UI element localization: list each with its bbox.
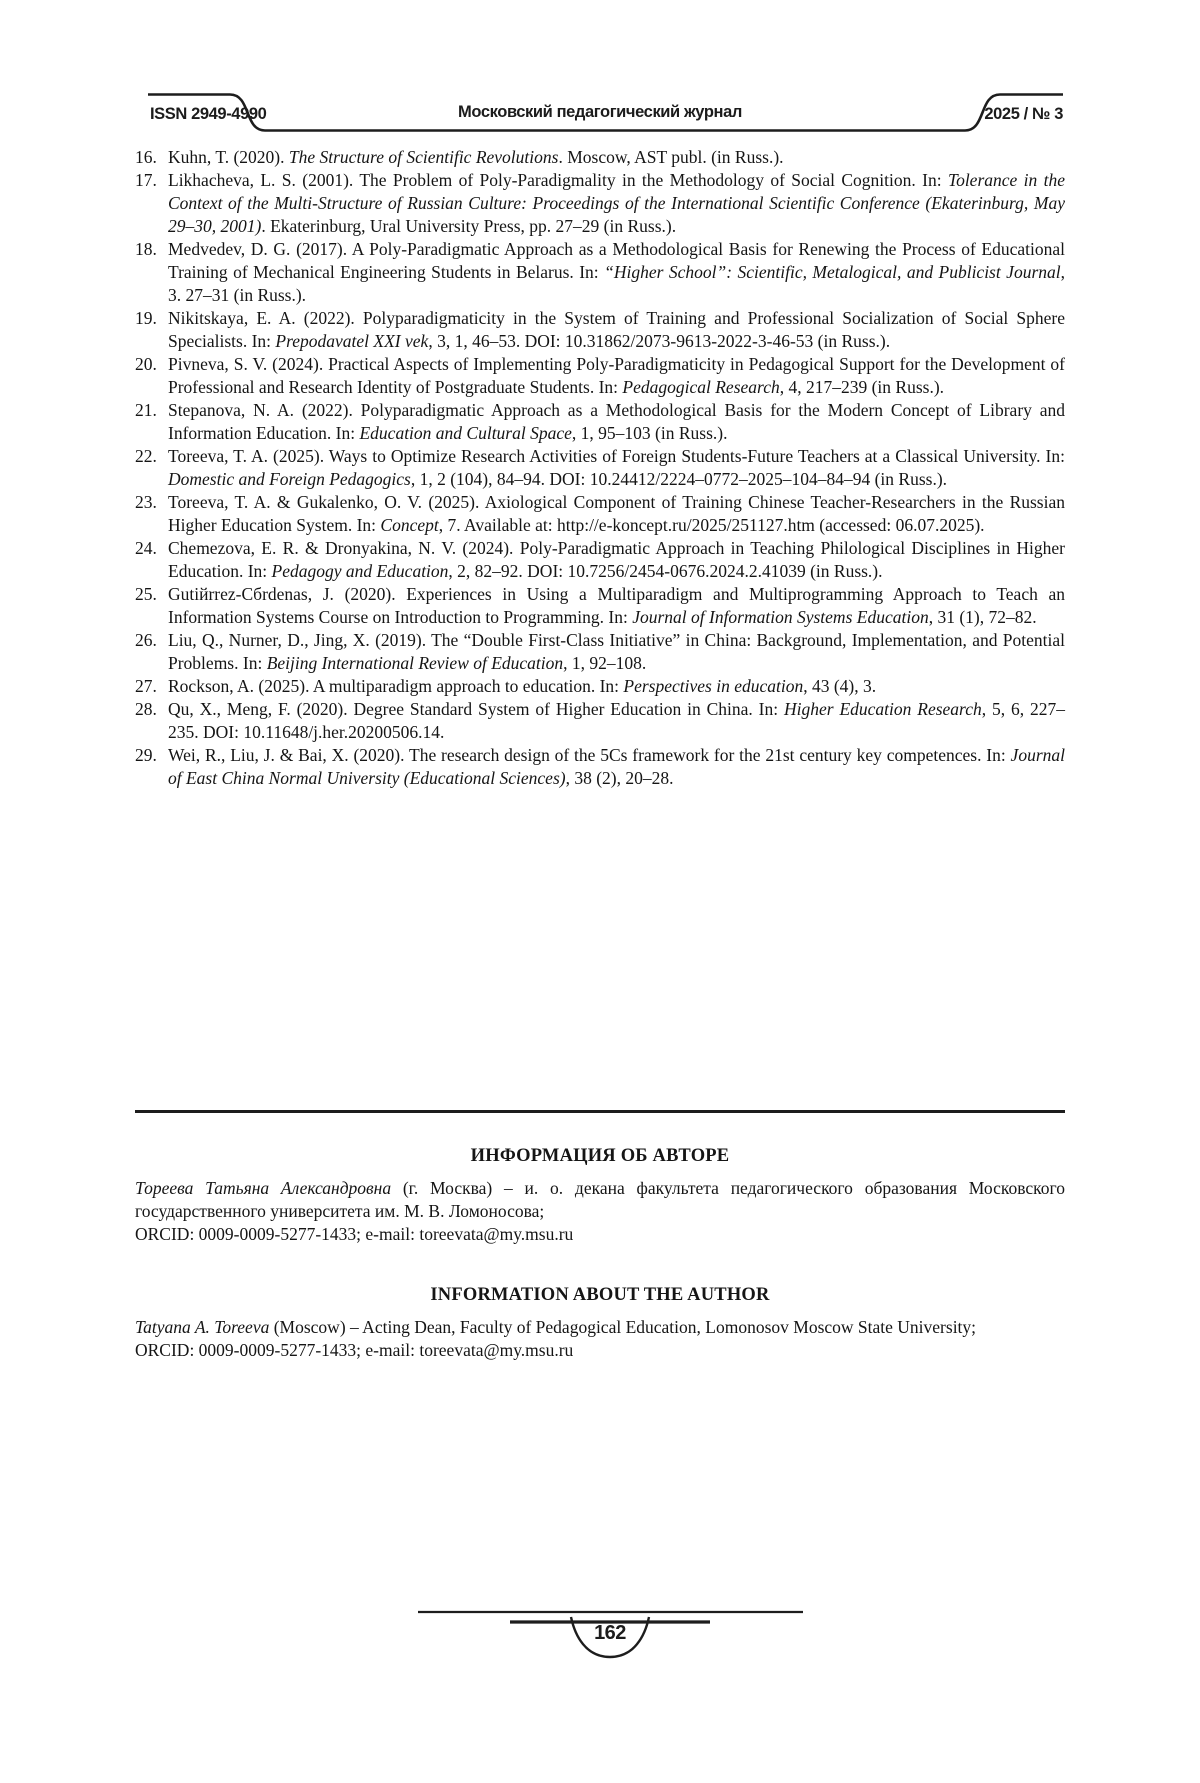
reference-text: Qu, X., Meng, F. (2020). Degree Standard System of Higher Education in China. In: Higher Education Research, 5, 6, 227–235. DOI: 10.11648/j.her.20200506.14. — [168, 699, 1065, 742]
reference-text: Stepanova, N. A. (2022). Polyparadigmatic Approach as a Methodological Basis for the Modern Concept of Library and Information Education. In: Education and Cultural Space, 1, 95–103 (in Russ.). — [168, 400, 1065, 443]
reference-item — [135, 238, 1065, 307]
header-issn: ISSN 2949-4990 — [150, 105, 267, 123]
reference-item — [135, 146, 1065, 169]
reference-number: 25. — [135, 584, 157, 604]
reference-item — [135, 583, 1065, 629]
reference-text: Gutiйrrez-Cбrdenas, J. (2020). Experiences in Using a Multiparadigm and Multiprogramming Approach to Teach an Information Systems Course on Introduction to Programming. In: Journal of Information Systems Education, 31 (1), 72–82. — [168, 584, 1065, 627]
journal-header — [135, 92, 1065, 140]
reference-number: 16. — [135, 147, 157, 167]
reference-item — [135, 445, 1065, 491]
reference-item — [135, 491, 1065, 537]
reference-number: 17. — [135, 170, 157, 190]
author-info-ru-paragraph: Тореева Татьяна Александровна (г. Москва) – и. о. декана факультета педагогического образования Московского государственного университета им. М. В. Ломоносова; — [135, 1178, 1065, 1221]
reference-item — [135, 675, 1065, 698]
reference-number: 23. — [135, 492, 157, 512]
reference-number: 20. — [135, 354, 157, 374]
author-info-block — [135, 1110, 1065, 1401]
reference-text: Nikitskaya, E. A. (2022). Polyparadigmaticity in the System of Training and Professional Socialization of Social Sphere Specialists. In: Prepodavatel XXI vek, 3, 1, 46–53. DOI: 10.31862/2073-9613-2022-3-46-53 (in Russ.). — [168, 308, 1065, 351]
reference-item — [135, 629, 1065, 675]
page-number: 162 — [594, 1622, 626, 1644]
reference-item — [135, 399, 1065, 445]
author-info-en-heading: INFORMATION ABOUT THE AUTHOR — [430, 1285, 770, 1305]
author-info-en — [135, 1285, 1065, 1362]
author-info-ru-orcid: ORCID: 0009-0009-5277-1433; e-mail: toreevata@my.msu.ru — [135, 1224, 574, 1244]
reference-text: Likhacheva, L. S. (2001). The Problem of Poly-Paradigmality in the Methodology of Social Cognition. In: Tolerance in the Context of the Multi-Structure of Russian Culture: Proceedings of the International Scientific Conference (Ekaterinburg, May 29–30, 2001). Ekaterinburg, Ural University Press, pp. 27–29 (in Russ.). — [168, 170, 1066, 236]
reference-text: Toreeva, T. A. & Gukalenko, O. V. (2025). Axiological Component of Training Chinese Teacher-Researchers in the Russian Higher Education System. In: Concept, 7. Available at: http://e-koncept.ru/2025/251127.htm (accessed: 06.07.2025). — [168, 492, 1065, 535]
author-info-ru — [135, 1146, 1065, 1246]
reference-number: 27. — [135, 676, 157, 696]
journal-page — [135, 0, 1065, 1783]
author-info-en-paragraph: Tatyana A. Toreeva (Moscow) – Acting Dean, Faculty of Pedagogical Education, Lomonosov Moscow State University; — [135, 1317, 977, 1337]
reference-item — [135, 537, 1065, 583]
reference-text: Rockson, A. (2025). A multiparadigm approach to education. In: Perspectives in education, 43 (4), 3. — [168, 676, 877, 696]
page-footer — [135, 1606, 1065, 1668]
reference-number: 19. — [135, 308, 157, 328]
reference-number: 29. — [135, 745, 157, 765]
reference-number: 28. — [135, 699, 157, 719]
reference-number: 21. — [135, 400, 157, 420]
reference-text: Chemezova, E. R. & Dronyakina, N. V. (2024). Poly-Paradigmatic Approach in Teaching Philological Disciplines in Higher Education. In: Pedagogy and Education, 2, 82–92. DOI: 10.7256/2454-0676.2024.2.41039 (in Russ.). — [168, 538, 1065, 581]
reference-text: Kuhn, T. (2020). The Structure of Scientific Revolutions. Moscow, AST publ. (in Russ.). — [168, 147, 784, 167]
reference-item — [135, 353, 1065, 399]
author-info-ru-heading: ИНФОРМАЦИЯ ОБ АВТОРЕ — [470, 1146, 730, 1166]
reference-number: 24. — [135, 538, 157, 558]
header-journal-title: Московский педагогический журнал — [458, 103, 742, 121]
reference-text: Wei, R., Liu, J. & Bai, X. (2020). The research design of the 5Cs framework for the 21st century key competences. In: Journal of East China Normal University (Educational Sciences), 38 (2), 20–28. — [168, 745, 1065, 788]
section-divider — [135, 1110, 1065, 1113]
reference-number: 18. — [135, 239, 157, 259]
reference-number: 22. — [135, 446, 157, 466]
header-issue: 2025 / № 3 — [984, 105, 1063, 123]
reference-item — [135, 744, 1065, 790]
reference-number: 26. — [135, 630, 157, 650]
references-list — [135, 146, 1065, 790]
author-info-en-orcid: ORCID: 0009-0009-5277-1433; e-mail: toreevata@my.msu.ru — [135, 1340, 574, 1360]
reference-text: Medvedev, D. G. (2017). A Poly-Paradigmatic Approach as a Methodological Basis for Renewing the Process of Educational Training of Mechanical Engineering Students in Belarus. In: “Higher School”: Scientific, Metalogical, and Publicist Journal, 3. 27–31 (in Russ.). — [168, 239, 1065, 305]
reference-text: Toreeva, T. A. (2025). Ways to Optimize Research Activities of Foreign Students-Future Teachers at a Classical University. In: Domestic and Foreign Pedagogics, 1, 2 (104), 84–94. DOI: 10.24412/2224–0772–2025–104–84–94 (in Russ.). — [168, 446, 1065, 489]
reference-text: Pivneva, S. V. (2024). Practical Aspects of Implementing Poly-Paradigmaticity in Pedagogical Support for the Development of Professional and Research Identity of Postgraduate Students. In: Pedagogical Research, 4, 217–239 (in Russ.). — [168, 354, 1065, 397]
reference-item — [135, 698, 1065, 744]
reference-text: Liu, Q., Nurner, D., Jing, X. (2019). The “Double First-Class Initiative” in China: Background, Implementation, and Potential Problems. In: Beijing International Review of Education, 1, 92–108. — [168, 630, 1065, 673]
reference-item — [135, 169, 1065, 238]
reference-item — [135, 307, 1065, 353]
